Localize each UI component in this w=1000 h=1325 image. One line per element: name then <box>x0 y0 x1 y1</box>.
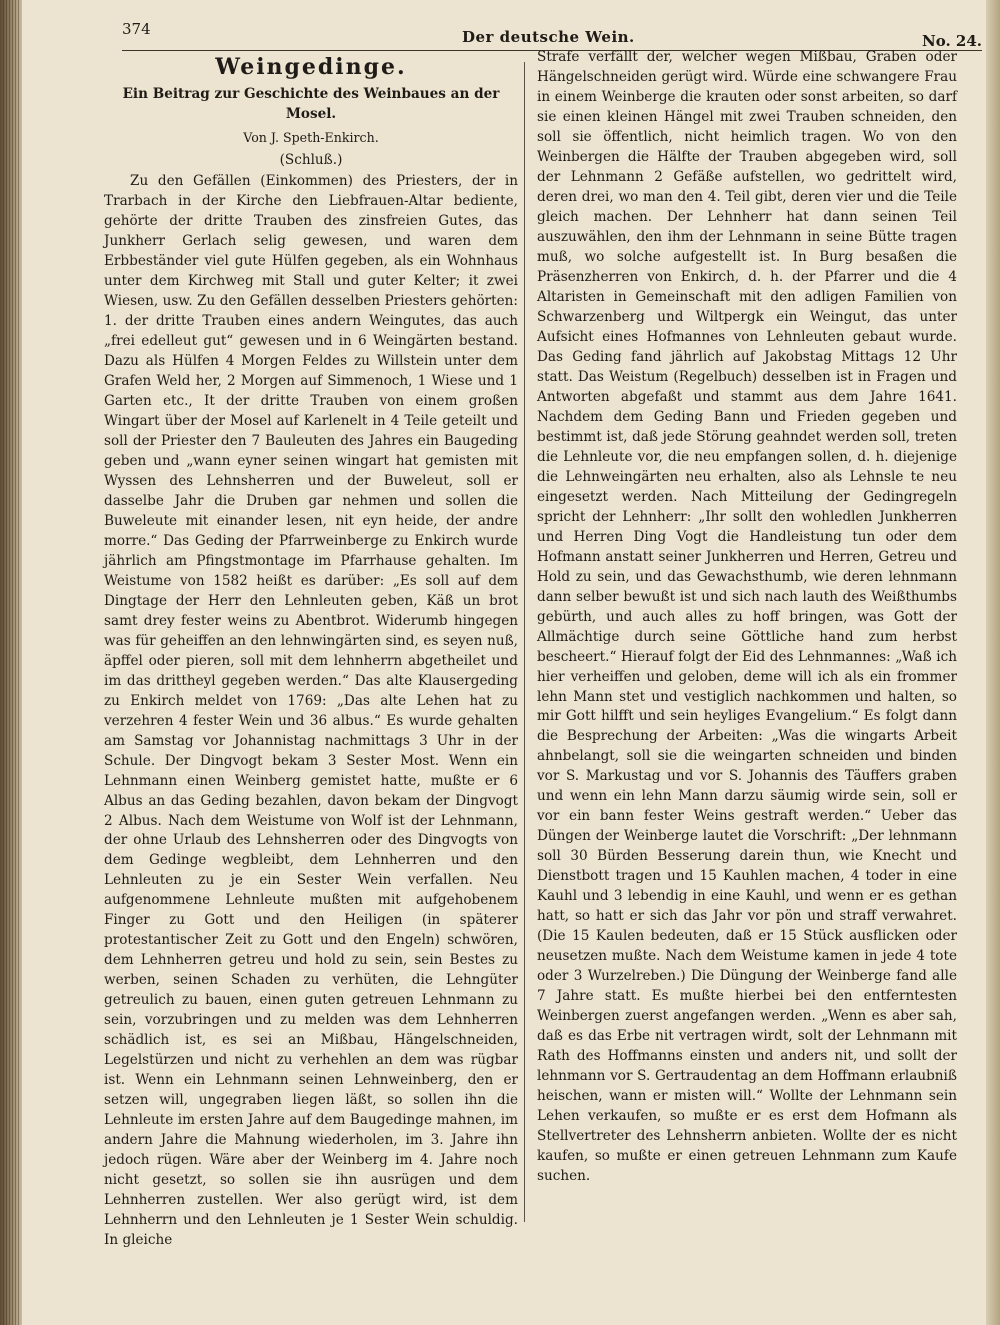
issue-number: No. 24. <box>922 32 982 50</box>
page-header <box>122 18 982 50</box>
page-number: 374 <box>122 20 151 38</box>
article-title: Weingedinge. <box>215 54 407 80</box>
article-subtitle: Ein Beitrag zur Geschichte des Weinbaues an der Mosel. <box>122 86 500 122</box>
article-byline: Von J. Speth-Enkirch. <box>243 130 379 145</box>
left-column <box>104 48 518 1251</box>
column-divider <box>524 62 525 1222</box>
page-edge <box>986 0 1000 1325</box>
right-column <box>537 48 957 1187</box>
journal-title: Der deutsche Wein. <box>462 28 635 46</box>
book-spine <box>0 0 22 1325</box>
article-conclusion-note: (Schluß.) <box>279 152 343 168</box>
right-column-text: Strafe verfällt der, welcher wegen Mißbau, Graben oder Hängelschneiden gerügt wird. Würde eine schwangere Frau in einem Weinberge die krauten oder sonst arbeiten, so darf sie einen kleinen Hängel mit zwei Trauben schneiden, den soll sie öffentlich, nicht heimlich tragen. Wo von den Weinbergen die Hälfte der Trauben abgegeben wird, soll der Lehnmann 2 Gefäße aufstellen, wo gedrittelt wird, deren drei, wo man den 4. Teil gibt, deren vier und die Teile gleich machen. Der Lehnherr hat dann seinen Teil auszuwählen, den ihm der Lehnmann in seine Bütte tragen muß, wo solche aufgestellt ist. In Burg besaßen die Präsenzherren von Enkirch, d. h. der Pfarrer und die 4 Altaristen in Gemeinschaft mit den adligen Familien von Schwarzenberg und Wiltpergk ein Weingut, das unter Aufsicht eines Hofmannes von Lehnleuten gebaut wurde. Das Geding fand jährlich auf Jakobstag Mittags 12 Uhr statt. Das Weistum (Regelbuch) desselben ist in Fragen und Antworten abgefaßt und stammt aus dem Jahre 1641. Nachdem dem Geding Bann und Frieden gegeben und bestimmt ist, daß jede Störung geahndet werden soll, treten die Lehnleute vor, die neu empfangen sollen, d. h. diejenige die Lehnweingärten neu erhalten, also als Lehnsle te neu eingesetzt werden. Nach Mitteilung der Gedingregeln spricht der Lehnherr: „Ihr sollt den wohledlen Junkherren und Herren Ding Vogt die Handleistung tun oder dem Hofmann anstatt seiner Junkherren und Herren, Getreu und Hold zu sein, und das Gewachsthumb, wie deren lehnmann dann selber bewußt ist und sich nach lauth des Weißthumbs gebürth, und auch alles zu hoff bringen, was Gott der Allmächtige durch seine Göttliche hand zum herbst bescheert.“ Hierauf folgt der Eid des Lehnmannes: „Waß ich hier verheiffen und geloben, deme will ich als ein frommer lehn Mann stet und vestiglich nachkommen und halten, so mir Gott hilfft und sein heyliges Evangelium.“ Es folgt dann die Besprechung der Arbeiten: „Was die wingarts Arbeit ahnbelangt, soll sie die weingarten schneiden und binden vor S. Markustag und vor S. Johannis des Täuffers graben und wenn ein lehn Mann darzu säumig wirde sein, soll er vor ein bann fester Weins gestraft werden.“ Ueber das Düngen der Weinberge lautet die Vorschrift: „Der lehnmann soll 30 Bürden Besserung darein thun, wie Knecht und Dienstbott tragen und 15 Kauhlen machen, 4 toder in eine Kauhl und 3 lebendig in eine Kauhl, und wenn er es gethan hatt, so hatt er sich das Jahr vor pön und straff verwahret. (Die 15 Kaulen bedeuten, daß er 15 Stück ausflicken oder neusetzen mußte. Nach dem Weistume kamen in jede 4 tote oder 3 Wurzelreben.) Die Düngung der Weinberge fand alle 7 Jahre statt. Es mußte hierbei bei den entferntesten Weinbergen zuerst angefangen werden. „Wenn es aber sah, daß es das Erbe nit vertragen wirdt, solt der Lehnmann mit Rath des Hoffmanns einsten und anders nit, und sollt der lehnmann vor S. Gertraudentag an dem Hoffmann erlaubniß heischen, wann er misten will.“ Wollte der Lehnmann sein Lehen verkaufen, so mußte er es erst dem Hofmann als Stellvertreter des Lehnsherrn anbieten. Wollte der es nicht kaufen, so mußte er einen getreuen Lehnmann zum Kaufe suchen. <box>537 49 957 1185</box>
newspaper-page <box>22 0 986 1325</box>
left-column-text: Zu den Gefällen (Einkommen) des Priesters, der in Trarbach in der Kirche den Liebfrauen-Altar bediente, gehörte der dritte Trauben des zinsfreien Gutes, das Junkherr Gerlach selig gewesen, und waren dem Erbbeständer viel gute Hülfen gegeben, als ein Wohnhaus unter dem Kirchweg mit Stall und guter Kelter; it zwei Wiesen, usw. Zu den Gefällen desselben Priesters gehörten: 1. der dritte Trauben eines andern Weingutes, das auch „frei edelleut gut“ gewesen und in 6 Weingärten bestand. Dazu als Hülfen 4 Morgen Feldes zu Willstein unter dem Grafen Weld her, 2 Morgen auf Simmenoch, 1 Wiese und 1 Garten etc., It der dritte Trauben von einem großen Wingart über der Mosel auf Karlenelt in 4 Teile geteilt und soll der Priester den 7 Bauleuten des Jahres ein Baugeding geben und „wann eyner seinen wingart hat gemisten mit Wyssen des Lehnsherren und der Buweleut, soll er dasselbe Jahr die Druben gar nehmen und sollen die Buweleute mit einander lesen, nit eyn heide, der andre morre.“ Das Geding der Pfarrweinberge zu Enkirch wurde jährlich am Pfingstmontage im Pfarrhause gehalten. Im Weistume von 1582 heißt es darüber: „Es soll auf dem Dingtage der Herr den Lehnleuten geben, Käß un brot samt drey fester weins zu Abentbrot. Widerumb hingegen was für geheiffen an den lehnwingärten sind, es seyen nuß, äpffel oder pieren, soll mit dem lehnherrn abgetheilet und im das drittheyl gegeben werden.“ Das alte Klausergeding zu Enkirch meldet von 1769: „Das alte Lehen hat zu verzehren 4 fester Wein und 36 albus.“ Es wurde gehalten am Samstag vor Johannistag nachmittags 3 Uhr in der Schule. Der Dingvogt bekam 3 Sester Most. Wenn ein Lehnmann einen Weinberg gemistet hatte, mußte er 6 Albus an das Geding bezahlen, davon bekam der Dingvogt 2 Albus. Nach dem Weistume von Wolf ist der Lehnmann, der ohne Urlaub des Lehnsherren oder des Dingvogts von dem Gedinge wegbleibt, dem Lehnherren und den Lehnleuten zu je ein Sester Wein verfallen. Neu aufgenommene Lehnleute mußten mit aufgehobenem Finger zu Gott und den Heiligen (in späterer protestantischer Zeit zu Gott und den Engeln) schwören, dem Lehnherren getreu und hold zu sein, sein Bestes zu werben, seinen Schaden zu verhüten, die Lehngüter getreulich zu bauen, einen guten getreuen Lehnmann zu sein, vorzubringen und zu melden was dem Lehnherren schädlich ist, es sei an Mißbau, Hängelschneiden, Legelstürzen und nicht zu verhehlen an dem was rügbar ist. Wenn ein Lehnmann seinen Lehnweinberg, den er setzen will, ungegraben liegen läßt, so sollen ihn die Lehnleute im ersten Jahre auf dem Baugedinge mahnen, im andern Jahre die Mahnung wiederholen, im 3. Jahre ihn jedoch rügen. Wäre aber der Weinberg im 4. Jahre noch nicht gesetzt, so sollen sie ihn ausrügen und dem Lehnherren zustellen. Wer also gerügt wird, ist dem Lehnherrn und den Lehnleuten je 1 Sester Wein schuldig. In gleiche <box>104 173 518 1249</box>
book-spine-texture <box>3 0 19 1325</box>
